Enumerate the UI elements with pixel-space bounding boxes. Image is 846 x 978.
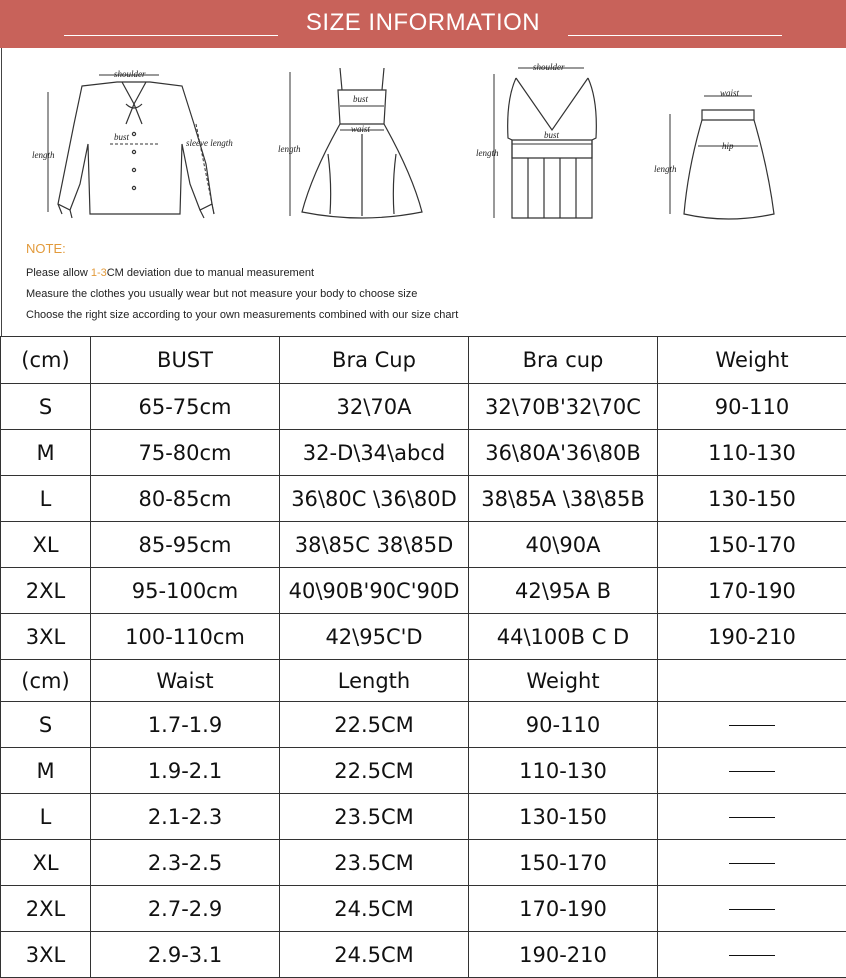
- table2-row: [1, 794, 846, 840]
- table-cell: 170-190: [469, 886, 658, 932]
- table-cell: 90-110: [658, 384, 846, 430]
- dash-icon: [729, 725, 775, 726]
- table1-row: [1, 568, 846, 614]
- table-cell: 190-210: [469, 932, 658, 978]
- empty-cell: [658, 702, 846, 748]
- skirt-hip-label: hip: [722, 141, 734, 151]
- empty-cell: [658, 932, 846, 978]
- table-cell: 95-100cm: [91, 568, 280, 614]
- table2-row: [1, 748, 846, 794]
- table-cell: 150-170: [658, 522, 846, 568]
- table-cell: 38\85C 38\85D: [280, 522, 469, 568]
- tank-bust-label: bust: [544, 130, 559, 140]
- dash-icon: [729, 771, 775, 772]
- blouse-bust-label: bust: [114, 132, 129, 142]
- note-line-1-highlight: 1-3: [91, 267, 107, 279]
- table-cell: 42\95C'D: [280, 614, 469, 660]
- note-line-3: Choose the right size according to your own measurements combined with our size chart: [26, 309, 458, 321]
- table-cell: 1.7-1.9: [91, 702, 280, 748]
- table1-row: [1, 384, 846, 430]
- skirt-waist-label: waist: [720, 88, 739, 98]
- table-cell: 90-110: [469, 702, 658, 748]
- table-cell: 110-130: [469, 748, 658, 794]
- table-cell: M: [1, 430, 91, 476]
- note-line-1: [26, 267, 314, 279]
- dress-waist-label: waist: [351, 124, 370, 134]
- table-cell: 24.5CM: [280, 932, 469, 978]
- table-cell: 2.3-2.5: [91, 840, 280, 886]
- table-cell: 85-95cm: [91, 522, 280, 568]
- table-cell: L: [1, 794, 91, 840]
- blouse-length-label: length: [32, 150, 55, 160]
- dash-icon: [729, 863, 775, 864]
- table-cell: 75-80cm: [91, 430, 280, 476]
- table2-row: [1, 932, 846, 978]
- table2-header-cell: Weight: [469, 660, 658, 702]
- banner-title: SIZE INFORMATION: [0, 9, 846, 37]
- blouse-diagram: [22, 64, 252, 234]
- empty-cell: [658, 748, 846, 794]
- table2-header-cell: Length: [280, 660, 469, 702]
- table2-header-cell: (cm): [1, 660, 91, 702]
- tank-length-label: length: [476, 148, 499, 158]
- table-cell: 190-210: [658, 614, 846, 660]
- dash-icon: [729, 955, 775, 956]
- measurement-diagrams: [1, 48, 846, 336]
- table-cell: 36\80C \36\80D: [280, 476, 469, 522]
- table-cell: 42\95A B: [469, 568, 658, 614]
- table-cell: XL: [1, 840, 91, 886]
- table-cell: 2XL: [1, 886, 91, 932]
- table-cell: 40\90B'90C'90D: [280, 568, 469, 614]
- table2-header-cell: [658, 660, 846, 702]
- skirt-length-label: length: [654, 164, 677, 174]
- table-cell: 32\70B'32\70C: [469, 384, 658, 430]
- table-cell: 32\70A: [280, 384, 469, 430]
- note-line-2: Measure the clothes you usually wear but not measure your body to choose size: [26, 288, 417, 300]
- note-line-1-post: CM deviation due to manual measurement: [107, 267, 314, 279]
- skirt-diagram: [652, 78, 782, 228]
- table-cell: 2.1-2.3: [91, 794, 280, 840]
- table-cell: 36\80A'36\80B: [469, 430, 658, 476]
- table-cell: 23.5CM: [280, 840, 469, 886]
- table-cell: 110-130: [658, 430, 846, 476]
- banner-right-rule: [568, 35, 782, 36]
- table-cell: 130-150: [469, 794, 658, 840]
- table-cell: S: [1, 384, 91, 430]
- table-cell: 170-190: [658, 568, 846, 614]
- table-cell: 22.5CM: [280, 702, 469, 748]
- table-cell: 24.5CM: [280, 886, 469, 932]
- table-cell: 32-D\34\abcd: [280, 430, 469, 476]
- table-cell: 2.7-2.9: [91, 886, 280, 932]
- table1-header-cell: Bra Cup: [280, 337, 469, 384]
- table-cell: 130-150: [658, 476, 846, 522]
- table2-row: [1, 886, 846, 932]
- table1-header-cell: BUST: [91, 337, 280, 384]
- table-cell: 40\90A: [469, 522, 658, 568]
- table-cell: XL: [1, 522, 91, 568]
- table-cell: M: [1, 748, 91, 794]
- table-cell: 2.9-3.1: [91, 932, 280, 978]
- size-info-banner: [0, 0, 846, 48]
- blouse-sleeve-label: sleeve length: [186, 138, 233, 148]
- table2-row: [1, 840, 846, 886]
- note-title: NOTE:: [26, 241, 66, 256]
- table-cell: 2XL: [1, 568, 91, 614]
- table-cell: 44\100B C D: [469, 614, 658, 660]
- table-cell: 23.5CM: [280, 794, 469, 840]
- empty-cell: [658, 794, 846, 840]
- table-cell: 3XL: [1, 614, 91, 660]
- table1-header-row: [1, 337, 846, 384]
- table-cell: 65-75cm: [91, 384, 280, 430]
- empty-cell: [658, 886, 846, 932]
- table-cell: 22.5CM: [280, 748, 469, 794]
- table-cell: 3XL: [1, 932, 91, 978]
- tank-shoulder-label: shoulder: [533, 62, 565, 72]
- table-cell: 80-85cm: [91, 476, 280, 522]
- table1-row: [1, 522, 846, 568]
- table2-row: [1, 702, 846, 748]
- blouse-shoulder-label: shoulder: [114, 69, 146, 79]
- table-cell: 1.9-2.1: [91, 748, 280, 794]
- dress-length-label: length: [278, 144, 301, 154]
- table-cell: 38\85A \38\85B: [469, 476, 658, 522]
- dash-icon: [729, 817, 775, 818]
- table1-row: [1, 476, 846, 522]
- table1-row: [1, 614, 846, 660]
- note-line-1-pre: Please allow: [26, 267, 91, 279]
- dash-icon: [729, 909, 775, 910]
- table-cell: 100-110cm: [91, 614, 280, 660]
- table1-header-cell: Bra cup: [469, 337, 658, 384]
- table-cell: S: [1, 702, 91, 748]
- table2-header-cell: Waist: [91, 660, 280, 702]
- table1-header-cell: Weight: [658, 337, 846, 384]
- table-cell: L: [1, 476, 91, 522]
- size-table: [0, 336, 846, 978]
- table2-header-row: [1, 660, 846, 702]
- table1-header-cell: (cm): [1, 337, 91, 384]
- empty-cell: [658, 840, 846, 886]
- table-cell: 150-170: [469, 840, 658, 886]
- table1-row: [1, 430, 846, 476]
- dress-bust-label: bust: [353, 94, 368, 104]
